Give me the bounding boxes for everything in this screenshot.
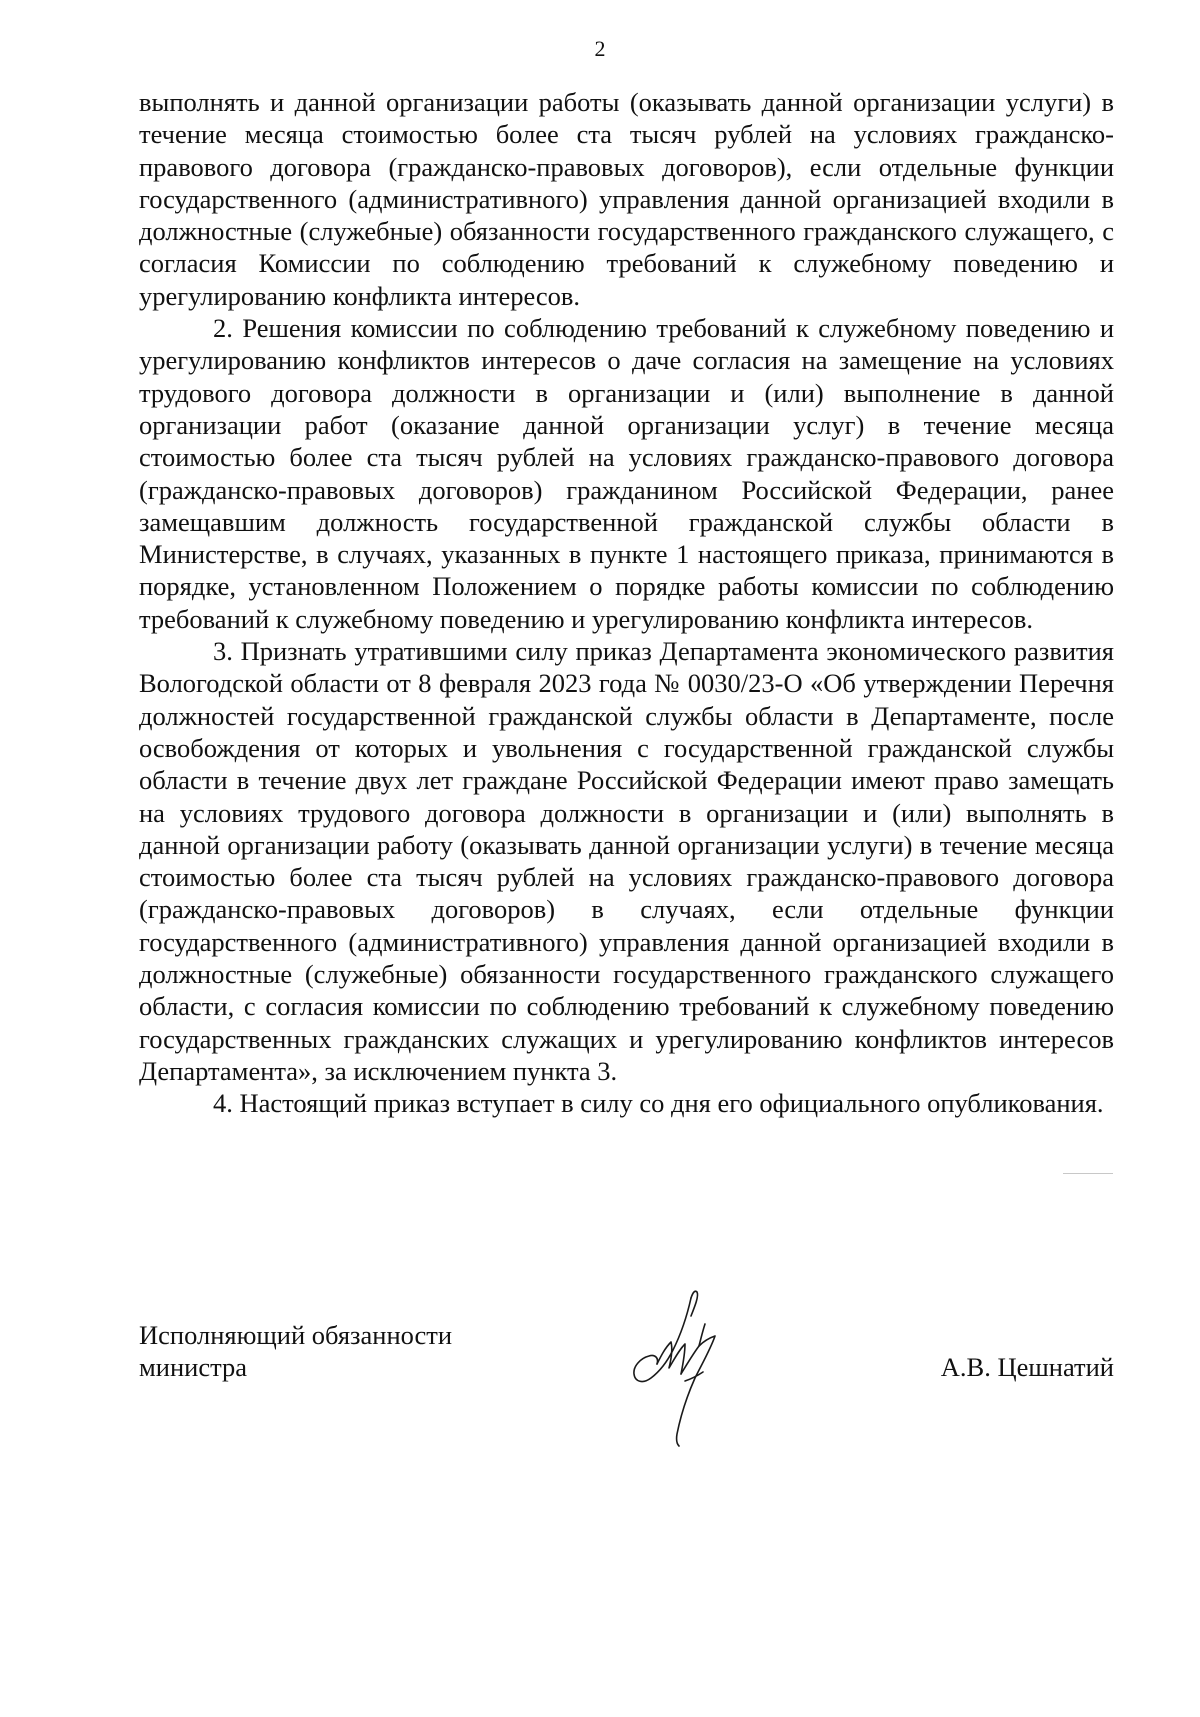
signatory-name: А.В. Цешнатий <box>940 1352 1114 1382</box>
signatory-position <box>139 1319 452 1384</box>
paragraph-continuation: выполнять и данной организации работы (оказывать данной организации услуги) в течение месяца стоимостью более ста тысяч рублей на условиях гражданско-правового договора (гражданско-правовых договоров), если отдельные функции государственного (административного) управления данной организацией входили в должностные (служебные) обязанности государственного гражданского служащего, с согласия Комиссии по соблюдению требований к служебному поведению и урегулированию конфликта интересов. <box>139 87 1114 311</box>
paragraph-item-3: 3. Признать утратившими силу приказ Департамента экономического развития Вологодской области от 8 февраля 2023 года № 0030/23-О «Об утверждении Перечня должностей государственной гражданской службы области в Департаменте, после освобождения от которых и увольнения с государственной гражданской службы области в течение двух лет граждане Российской Федерации имеют право замещать на условиях трудового договора должности в организации и (или) выполнять в данной организации работу (оказывать данной организации услуги) в течение месяца стоимостью более ста тысяч рублей на условиях гражданско-правового договора (гражданско-правовых договоров) в случаях, если отдельные функции государственного (административного) управления данной организацией входили в должностные (служебные) обязанности государственного гражданского служащего области, с согласия комиссии по соблюдению требований к служебному поведению государственных гражданских служащих и урегулированию конфликтов интересов Департамента», за исключением пункта 3. <box>139 636 1114 1086</box>
signatory-position-line-2: министра <box>139 1352 247 1383</box>
paragraph-item-2: 2. Решения комиссии по соблюдению требований к служебному поведению и урегулированию конфликтов интересов о даче согласия на замещение на условиях трудового договора должности в организации и (или) выполнение в данной организации работ (оказание данной организации услуг) в течение месяца стоимостью более ста тысяч рублей на условиях гражданско-правового договора (гражданско-правовых договоров) гражданином Российской Федерации, ранее замещавшим должность государственной гражданской службы области в Министерстве, в случаях, указанных в пункте 1 настоящего приказа, принимаются в порядке, установленном Положением о порядке работы комиссии по соблюдению требований к служебному поведению и урегулированию конфликта интересов. <box>139 313 1114 634</box>
handwritten-signature-icon <box>615 1286 745 1451</box>
scan-artifact-line <box>1063 1173 1113 1174</box>
signatory-position-line-1: Исполняющий обязанности <box>139 1320 453 1350</box>
signature-block <box>139 1319 1114 1469</box>
document-body <box>139 86 1114 1120</box>
paragraph-item-4: 4. Настоящий приказ вступает в силу со дня его официального опубликования. <box>213 1088 1104 1119</box>
page-number: 2 <box>594 36 606 61</box>
